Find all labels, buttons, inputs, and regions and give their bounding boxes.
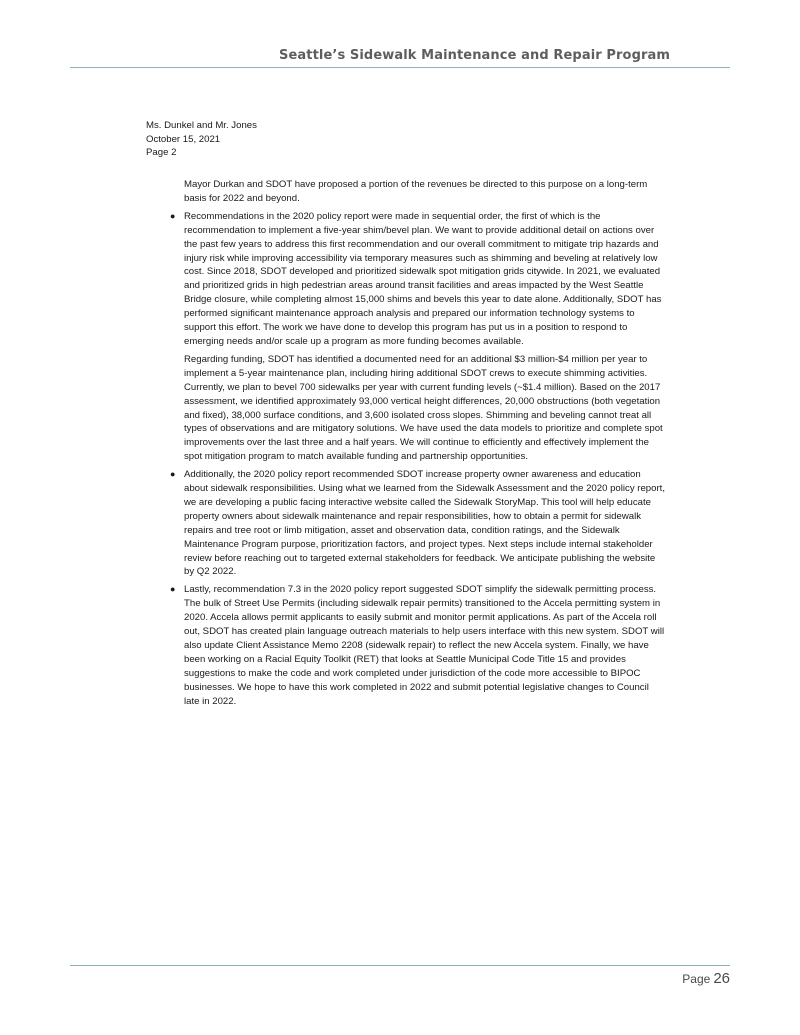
continued-paragraph: Mayor Durkan and SDOT have proposed a portion of the revenues be directed to this purpose on a long-term basis for 2022 and beyond. xyxy=(184,179,648,204)
footer-divider xyxy=(70,965,730,966)
list-item-text: Recommendations in the 2020 policy report were made in sequential order, the first of which is the recommendation to implement a five-year shim/bevel plan. We want to provide additional detail on actions over the past few years to address this first recommendation and our overall commitment to mitigate trip hazards and injury risk while improving accessibility via temporary measures such as shimming and beveling at relatively low cost. Since 2018, SDOT developed and prioritized sidewalk spot mitigation grids citywide. In 2021, we evaluated and prioritized grids in high pedestrian areas around transit facilities and areas impacted by the West Seattle Bridge closure, while completing almost 15,000 shims and bevels this year to date alone. Additionally, SDOT has performed significant maintenance approach analysis and prepared our information technology systems to support this effort. The work we have done to develop this program has put us in a position to respond to emerging needs and/or scale up a program as more funding becomes available. xyxy=(184,210,662,347)
recommendation-list xyxy=(146,210,666,349)
list-item xyxy=(146,583,666,708)
letter-recipients: Ms. Dunkel and Mr. Jones xyxy=(146,120,257,131)
running-header-title: Seattle’s Sidewalk Maintenance and Repair Program xyxy=(279,48,670,63)
recommendation-list-continued xyxy=(146,468,666,708)
page-number xyxy=(682,970,730,987)
list-item xyxy=(146,210,666,349)
bullet-icon: ● xyxy=(170,469,176,480)
letter-heading xyxy=(146,119,257,160)
bullet-icon: ● xyxy=(170,210,176,221)
letter-body xyxy=(146,178,666,713)
page-label: Page xyxy=(682,972,711,986)
page-number-value: 26 xyxy=(713,970,730,987)
letter-page: Page 2 xyxy=(146,147,177,158)
header-divider xyxy=(70,67,730,68)
funding-paragraph: Regarding funding, SDOT has identified a documented need for an additional $3 million-$4 million per year to implement a 5-year maintenance plan, including hiring additional SDOT crews to execute shimming activities. Currently, we plan to bevel 700 sidewalks per year with current funding levels (~$1.4 million). Based on the 2017 assessment, we identified approximately 93,000 vertical height differences, 20,000 obstructions (both vegetation and fixed), 38,000 surface conditions, and 3,600 isolated cross slopes. Shimming and beveling cannot treat all types of observations and are mitigatory solutions. We have used the data models to prioritize and complete spot improvements over the last three and a half years. We will continue to efficiently and effectively implement the spot mitigation program to match available funding and partnership opportunities. xyxy=(184,353,663,463)
bullet-icon: ● xyxy=(170,584,176,595)
letter-date: October 15, 2021 xyxy=(146,133,221,145)
list-item-text: Lastly, recommendation 7.3 in the 2020 policy report suggested SDOT simplify the sidewalk permitting process. The bulk of Street Use Permits (including sidewalk repair permits) transitioned to the Accela permitting system in 2020. Accela allows permit applicants to easily submit and monitor permit applications. As part of the Accela roll out, SDOT has created plain language outreach materials to help users interface with this new system. SDOT will also update Client Assistance Memo 2208 (sidewalk repair) to reflect the new Accela system. Finally, we have been working on a Racial Equity Toolkit (RET) that looks at Seattle Municipal Code Title 15 and provides suggestions to make the code and work completed under jurisdiction of the code more accessible to BIPOC businesses. We hope to have this work completed in 2022 and submit potential legislative changes to Council late in 2022. xyxy=(184,584,665,707)
list-item-text: Additionally, the 2020 policy report recommended SDOT increase property owner awareness and education about sidewalk responsibilities. Using what we learned from the Sidewalk Assessment and the 2020 policy report, we are developing a public facing interactive website called the Sidewalk StoryMap. This tool will help educate property owners about sidewalk maintenance and repair responsibilities, how to obtain a permit for sidewalk repairs and tree root or limb mitigation, asset and observation data, condition ratings, and the Sidewalk Maintenance Program purpose, prioritization factors, and project types. Next steps include internal stakeholder review before reaching out to targeted external stakeholders for feedback. We anticipate publishing the website by Q2 2022. xyxy=(184,469,666,578)
list-item xyxy=(146,468,666,579)
